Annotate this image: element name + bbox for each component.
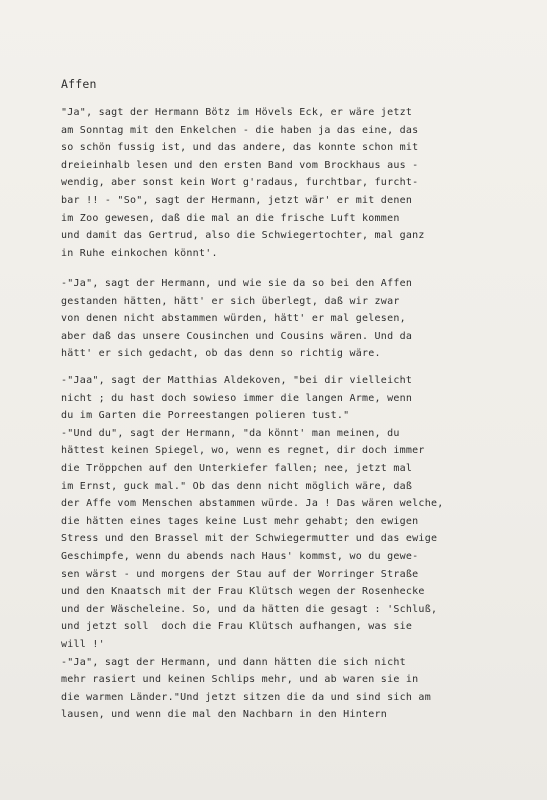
- text-line: so schön fussig ist, und das andere, das konnte schon mit: [61, 142, 419, 154]
- paragraph-1: [61, 104, 531, 262]
- text-line: dreieinhalb lesen und den ersten Band vom Brockhaus aus -: [61, 159, 419, 171]
- text-line: -"Jaa", sagt der Matthias Aldekoven, "bei dir vielleicht: [61, 375, 413, 386]
- text-line: der Affe vom Menschen abstammen würde. Ja ! Das wären welche,: [61, 498, 444, 510]
- text-line: und der Wäscheleine. So, und da hätten die gesagt : 'Schluß,: [61, 603, 438, 615]
- text-line: die hätten eines tages keine Lust mehr gehabt; den ewigen: [61, 515, 419, 527]
- text-line: nicht ; du hast doch sowieso immer die langen Arme, wenn: [61, 392, 413, 404]
- text-line: sen wärst - und morgens der Stau auf der Worringer Straße: [61, 568, 419, 580]
- text-line: im Ernst, guck mal." Ob das denn nicht möglich wäre, daß: [61, 480, 413, 492]
- text-line: du im Garten die Porreestangen polieren tust.": [61, 410, 350, 422]
- paragraph-3: [61, 372, 531, 724]
- text-line: wendig, aber sonst kein Wort g'radaus, furchtbar, furcht-: [61, 177, 419, 189]
- text-line: und den Knaatsch mit der Frau Klütsch wegen der Rosenhecke: [61, 586, 425, 598]
- text-line: hättest keinen Spiegel, wo, wenn es regnet, dir doch immer: [61, 445, 425, 457]
- paragraph-2: [61, 275, 531, 363]
- text-line: im Zoo gewesen, daß die mal an die frische Luft kommen: [61, 212, 400, 224]
- text-line: von denen nicht abstammen würden, hätt' er mal gelesen,: [61, 313, 406, 325]
- text-line: die warmen Länder."Und jetzt sitzen die da und sind sich am: [61, 691, 431, 703]
- text-line: mehr rasiert und keinen Schlips mehr, und ab waren sie in: [61, 674, 419, 686]
- text-line: und damit das Gertrud, also die Schwiegertochter, mal ganz: [61, 230, 425, 242]
- document-title: Affen: [61, 77, 97, 91]
- text-line: gestanden hätten, hätt' er sich überlegt, daß wir zwar: [61, 295, 400, 307]
- text-line: bar !! - "So", sagt der Hermann, jetzt wär' er mit denen: [61, 194, 413, 206]
- text-line: -"Ja", sagt der Hermann, und wie sie da so bei den Affen: [61, 278, 413, 289]
- text-line: Geschimpfe, wenn du abends nach Haus' kommst, wo du gewe-: [61, 550, 419, 562]
- text-line: am Sonntag mit den Enkelchen - die haben ja das eine, das: [61, 124, 419, 136]
- text-line: "Ja", sagt der Hermann Bötz im Hövels Eck, er wäre jetzt: [61, 107, 413, 118]
- text-line: und jetzt soll doch die Frau Klütsch aufhangen, was sie: [61, 621, 413, 633]
- text-line: will !': [61, 638, 105, 650]
- text-line: -"Und du", sagt der Hermann, "da könnt' man meinen, du: [61, 427, 400, 439]
- text-line: lausen, und wenn die mal den Nachbarn in den Hintern: [61, 709, 388, 721]
- text-line: aber daß das unsere Cousinchen und Cousins wären. Und da: [61, 330, 413, 342]
- text-line: die Tröppchen auf den Unterkiefer fallen; nee, jetzt mal: [61, 462, 413, 474]
- text-line: -"Ja", sagt der Hermann, und dann hätten die sich nicht: [61, 656, 406, 668]
- text-line: Stress und den Brassel mit der Schwiegermutter und das ewige: [61, 533, 438, 545]
- text-line: in Ruhe einkochen könnt'.: [61, 247, 218, 259]
- text-line: hätt' er sich gedacht, ob das denn so richtig wäre.: [61, 348, 381, 360]
